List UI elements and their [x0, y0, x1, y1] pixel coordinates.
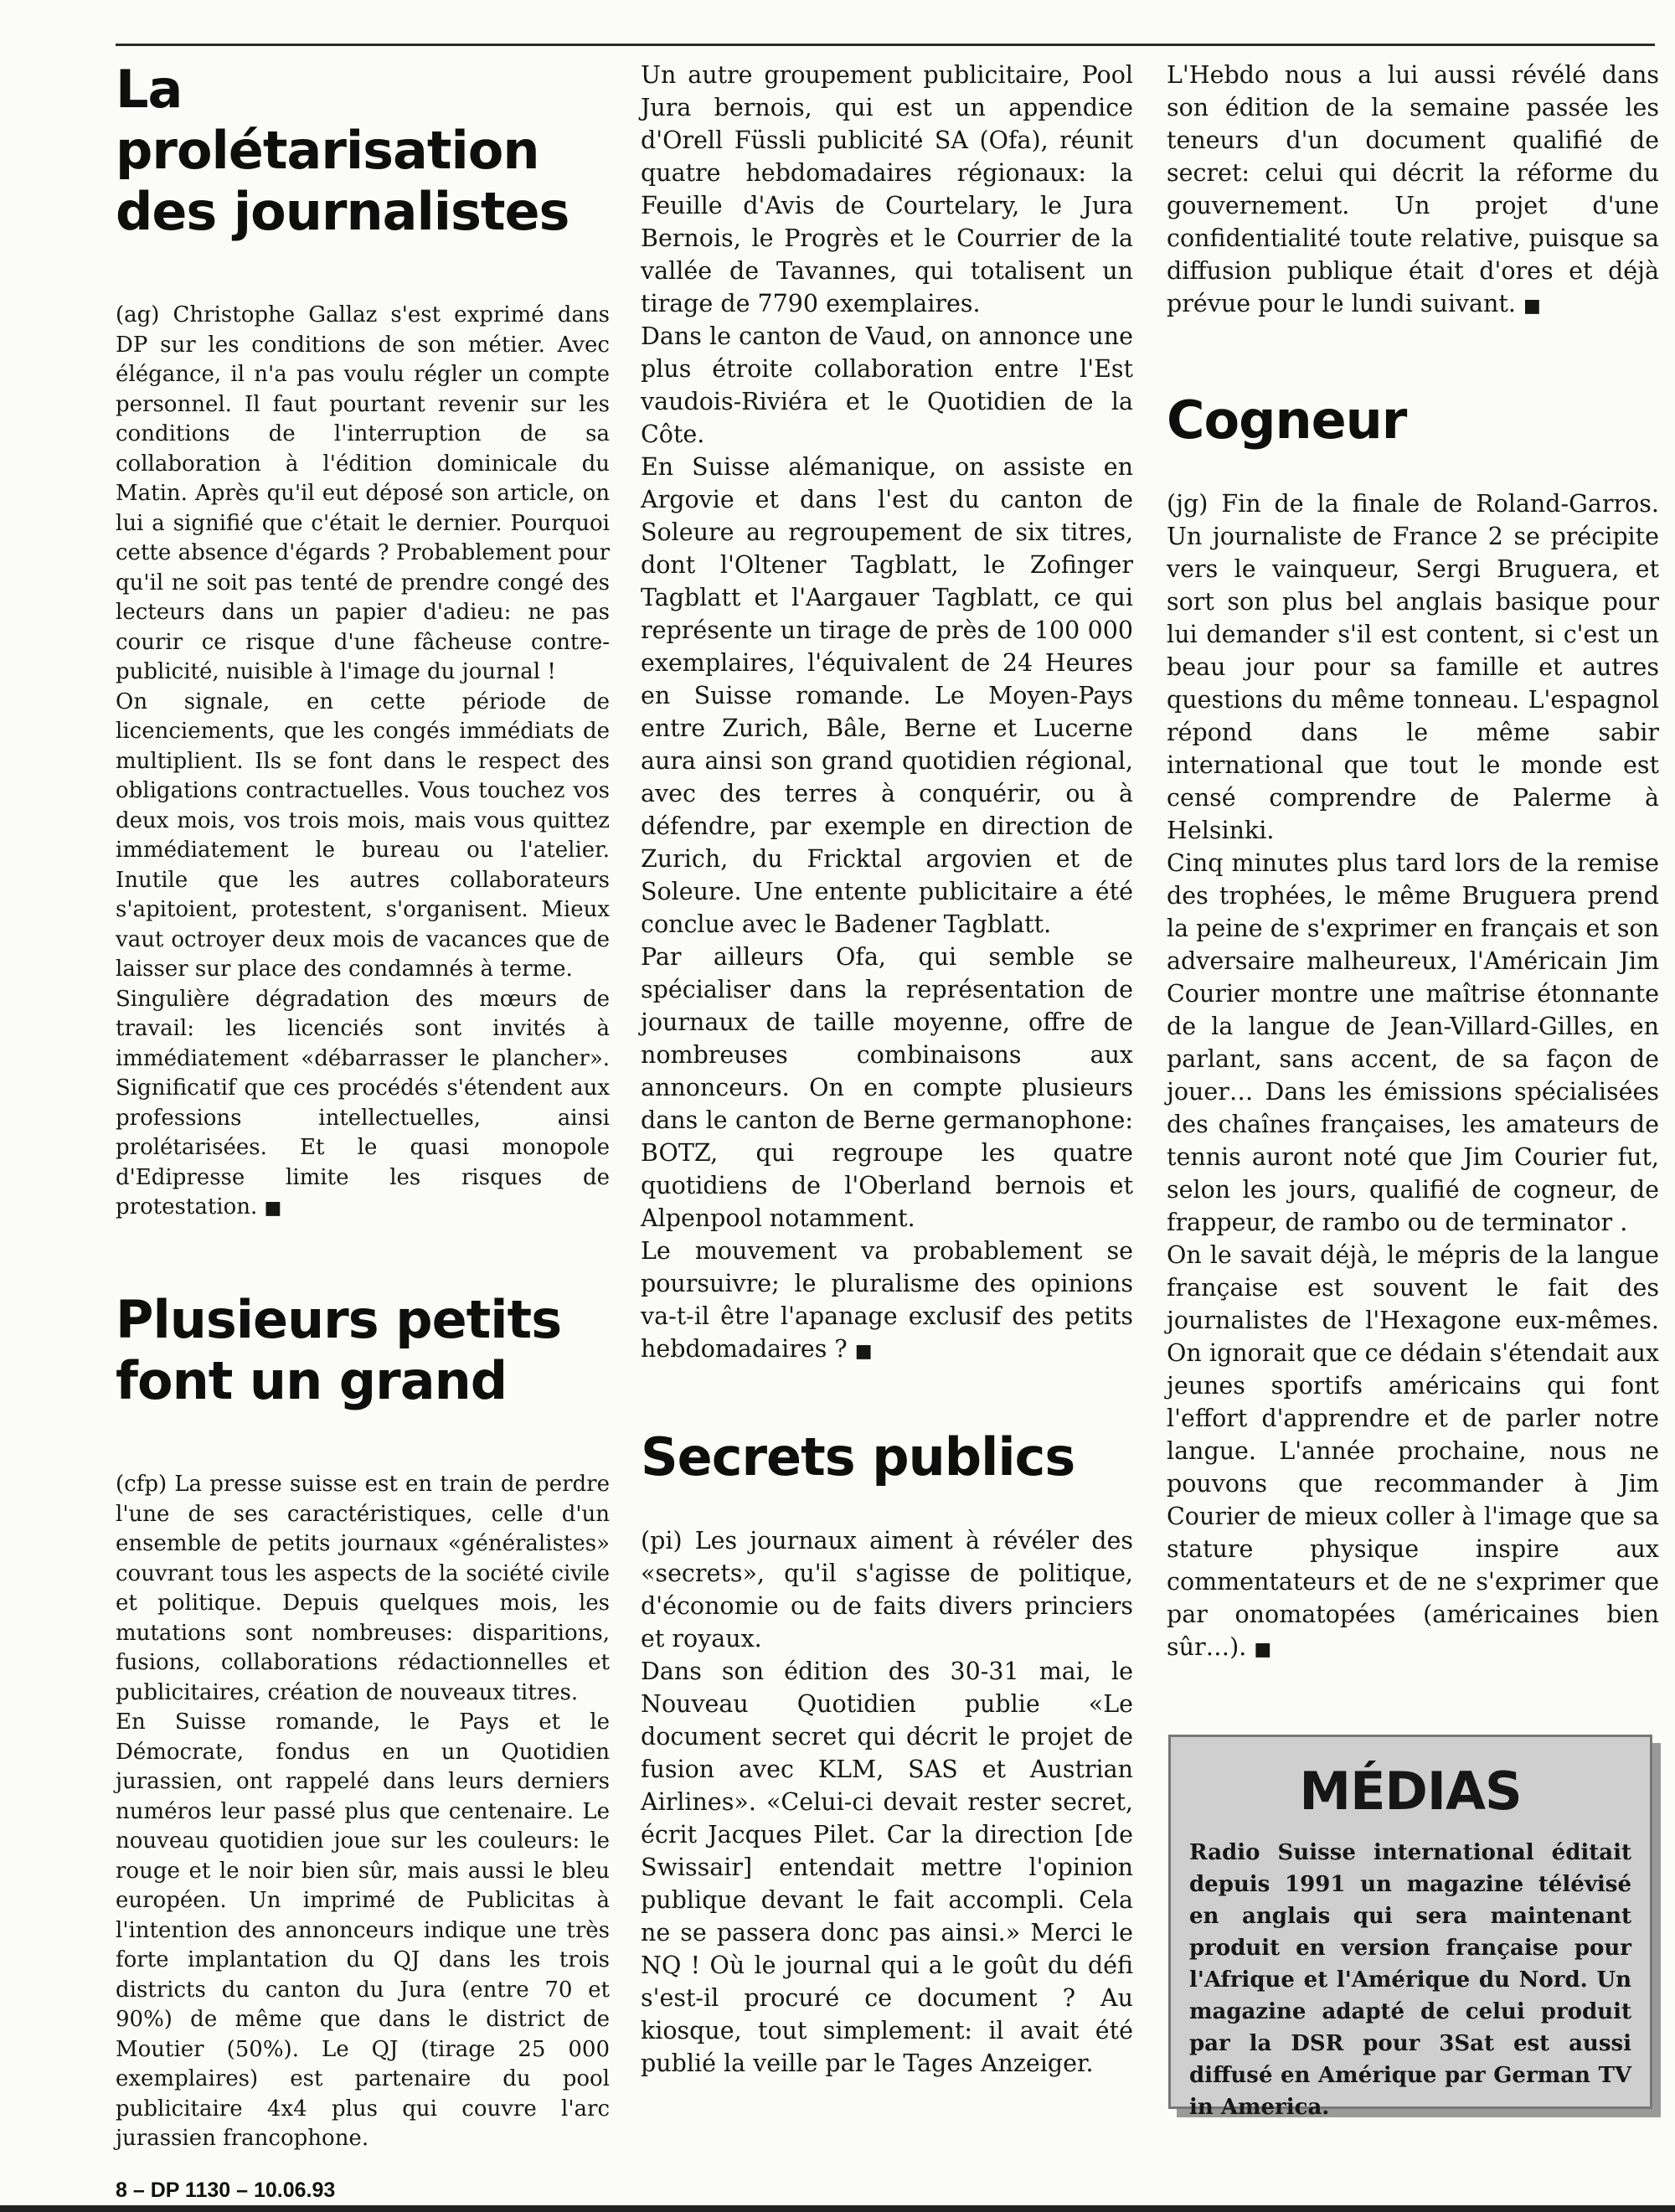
paragraph-text: L'Hebdo nous a lui aussi révélé dans son édition de la semaine passée les teneurs d'un document qualifié de secret: celui qui décrit la réforme du gouvernement. Un projet d'une confidentialité toute relative, puisque sa diffusion publique était d'ores et déjà prévue pour le lundi suivant. [1167, 61, 1659, 317]
paragraph: Dans son édition des 30-31 mai, le Nouveau Quotidien publie «Le document secret qui décrit le projet de fusion avec KLM, SAS et Austrian Airlines». «Celui-ci devait rester secret, écrit Jacques Pilet. Car la direction [de Swissair] entendait mettre l'opinion publique devant le fait accompli. Cela ne se passera donc pas ainsi.» Merci le NQ ! Où le journal qui a le goût du défi s'est-il procuré ce document ? Au kiosque, tout simplement: il avait été publié la veille par le Tages Anzeiger. [641, 1658, 1133, 2078]
paragraph [1167, 1239, 1659, 1666]
paragraph: (ag) Christophe Gallaz s'est exprimé dans DP sur les conditions de son métier. Avec élégance, il n'a pas voulu régler un compte personnel. Il faut pourtant revenir sur les conditions de l'interruption de sa collaboration à l'édition dominicale du Matin. Après qu'il eut déposé son article, on lui a signifié que c'était le dernier. Pourquoi cette absence d'égards ? Probablement pour qu'il ne soit pas tenté de prendre congé des lecteurs dans un papier d'adieu: ne pas courir ce risque d'une fâcheuse contre-publicité, nuisible à l'image du journal ! [116, 302, 610, 685]
column-1 [116, 59, 610, 2154]
paragraph: Par ailleurs Ofa, qui semble se spécialiser dans la représentation de journaux de taille moyenne, offre de nombreuses combinaisons aux annonceurs. On en compte plusieurs dans le canton de Berne germanophone: BOTZ, qui regroupe les quatre quotidiens de l'Oberland bernois et Alpenpool notamment. [641, 943, 1133, 1232]
paragraph: En Suisse romande, le Pays et le Démocrate, fondus en un Quotidien jurassien, ont rappelé dans leurs derniers numéros leur passé plus que centenaire. Le nouveau quotidien joue sur les couleurs: le rouge et le noir bien sûr, mais aussi le bleu européen. Un imprimé de Publicitas à l'intention des annonceurs indique une très forte implantation du QJ dans les trois districts du canton du Jura (entre 70 et 90%) de même que dans le district de Moutier (50%). Le QJ (tirage 25 000 exemplaires) est partenaire du pool publicitaire 4x4 plus qui couvre l'arc jurassien francophone. [116, 1709, 610, 2152]
paragraph: Cinq minutes plus tard lors de la remise des trophées, le même Bruguera prend la peine de s'exprimer en français et son adversaire malheureux, l'Américain Jim Courier montre une maîtrise étonnante de la langue de Jean-Villard-Gilles, en parlant, sans accent, de sa façon de jouer… Dans les émissions spécialisées des chaînes françaises, les amateurs de tennis auront noté que Jim Courier fut, selon les jours, qualifié de cogneur, de frappeur, de rambo ou de terminator . [1167, 849, 1659, 1237]
bottom-band [0, 2205, 1675, 2212]
paragraph-text: Le mouvement va probablement se poursuivre; le pluralisme des opinions va-t-il être l'apanage exclusif des petits hebdomadaires ? [641, 1237, 1133, 1363]
article-title-cogneur: Cogneur [1167, 389, 1407, 451]
paragraph: Dans le canton de Vaud, on annonce une plus étroite collaboration entre l'Est vaudois-Riviéra et le Quotidien de la Côte. [641, 322, 1133, 448]
article-title-petits: Plusieurs petits font un grand [116, 1288, 562, 1412]
article-title-proletarisation: La prolétarisation des journalistes [116, 59, 570, 243]
end-mark: ■ [1523, 296, 1541, 317]
paragraph-text: On le savait déjà, le mépris de la langue française est souvent le fait des journalistes de l'Hexagone eux-mêmes. On ignorait que ce dédain s'étendait aux jeunes sportifs américains qui font l'effort d'apprendre et de parler notre langue. L'année prochaine, nous ne pouvons que recommander à Jim Courier de mieux coller à l'image que sa stature physique inspire aux commentateurs et de ne s'exprimer que par onomatopées (américaines bien sûr…). [1167, 1241, 1659, 1662]
page-footer: 8 – DP 1130 – 10.06.93 [116, 2178, 336, 2202]
column-2 [641, 59, 1133, 2080]
end-mark: ■ [854, 1341, 873, 1362]
paragraph: (pi) Les journaux aiment à révéler des «secrets», qu'il s'agisse de politique, d'économie ou de faits divers princiers et royaux. [641, 1527, 1133, 1653]
end-mark: ■ [264, 1198, 282, 1219]
paragraph: (jg) Fin de la finale de Roland-Garros. Un journaliste de France 2 se précipite vers le vainqueur, Sergi Bruguera, et sort son plus bel anglais basique pour lui demander s'il est content, si c'est un beau jour pour sa famille et autres questions du même tonneau. L'espagnol répond dans le même sabir international que tout le monde est censé comprendre de Palerme à Helsinki. [1167, 490, 1659, 845]
paragraph: On signale, en cette période de licenciements, que les congés immédiats de multiplient. Ils se font dans le respect des obligations contractuelles. Vous touchez vos deux mois, vos trois mois, mais vous quittez immédiatement le bureau ou l'atelier. Inutile que les autres collaborateurs s'apitoient, protestent, s'organisent. Mieux vaut octroyer deux mois de vacances que de laisser sur place des condamnés à terme. [116, 688, 610, 982]
paragraph [116, 985, 610, 1224]
paragraph [641, 1235, 1133, 1368]
medias-text: Radio Suisse international éditait depuis 1991 un magazine télévisé en anglais qui sera maintenant produit en version française pour l'Afrique et l'Amérique du Nord. Un magazine adapté de celui produit par la DSR pour 3Sat est aussi diffusé en Amérique par German TV in America. [1189, 1840, 1631, 2120]
column-3 [1167, 59, 1659, 1666]
medias-box [1168, 1735, 1652, 2120]
end-mark: ■ [1254, 1639, 1272, 1661]
paragraph: En Suisse alémanique, on assiste en Argovie et dans l'est du canton de Soleure au regroupement de six titres, dont l'Oltener Tagblatt, le Zofinger Tagblatt et l'Aargauer Tagblatt, ce qui représente un tirage de près de 100 000 exemplaires, l'équivalent de 24 Heures en Suisse romande. Le Moyen-Pays entre Zurich, Bâle, Berne et Lucerne aura ainsi son grand quotidien régional, avec des terres à conquérir, ou à défendre, par exemple en direction de Zurich, du Fricktal argovien et de Soleure. Une entente publicitaire a été conclue avec le Badener Tagblatt. [641, 453, 1133, 938]
paragraph: (cfp) La presse suisse est en train de perdre l'une de ses caractéristiques, celle d'un ensemble de petits journaux «généralistes» couvrant tous les aspects de la société civile et politique. Depuis quelques mois, les mutations sont nombreuses: disparitions, fusions, collaborations rédactionnelles et publicitaires, création de nouveaux titres. [116, 1472, 610, 1705]
article-title-secrets: Secrets publics [641, 1426, 1075, 1488]
medias-title: MÉDIAS [1299, 1761, 1522, 1822]
top-rule [116, 44, 1655, 46]
paragraph: Un autre groupement publicitaire, Pool Jura bernois, qui est un appendice d'Orell Füssli publicité SA (Ofa), réunit quatre hebdomadaires régionaux: la Feuille d'Avis de Courtelary, le Jura Bernois, le Progrès et le Courrier de la vallée de Tavannes, qui totalisent un tirage de 7790 exemplaires. [641, 61, 1133, 317]
paragraph [1167, 59, 1659, 322]
paragraph-text: Singulière dégradation des mœurs de travail: les licenciés sont invités à immédiatement «débarrasser le plancher». Significatif que ces procédés s'étendent aux professions intellectuelles, ainsi prolétarisées. Et le quasi monopole d'Edipresse limite les risques de protestation. [116, 986, 610, 1220]
